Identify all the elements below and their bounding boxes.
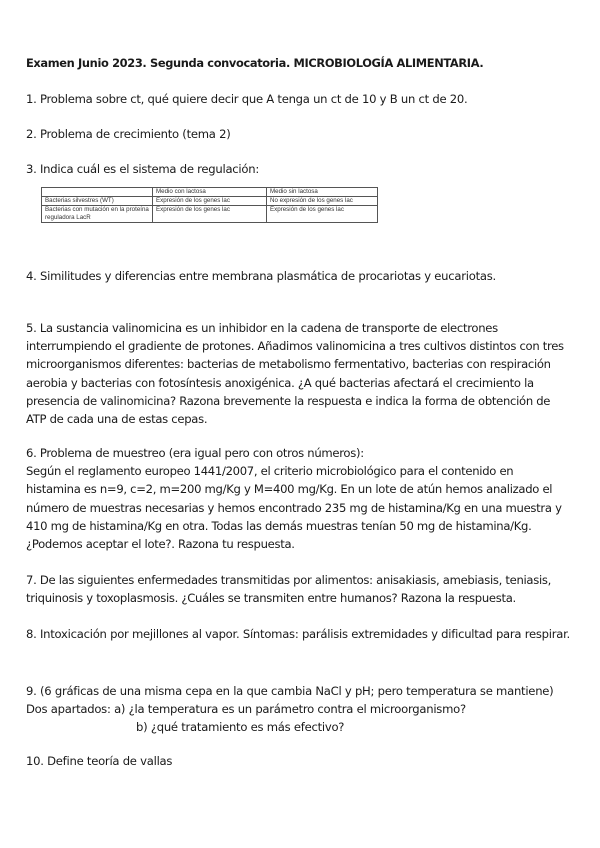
question-4: 4. Similitudes y diferencias entre membrana plasmática de procariotas y eucariotas. — [26, 269, 496, 283]
table-header-cell: Medio con lactosa — [153, 188, 267, 197]
table-row — [42, 197, 378, 206]
question-6-title: 6. Problema de muestreo (era igual pero con otros números): — [26, 446, 364, 460]
table-header-row — [42, 188, 378, 197]
question-9-part-b: b) ¿qué tratamiento es más efectivo? — [136, 720, 345, 734]
question-9-title: 9. (6 gráficas de una misma cepa en la que cambia NaCl y pH; pero temperatura se mantiene) — [26, 684, 554, 698]
page-title: Examen Junio 2023. Segunda convocatoria. MICROBIOLOGÍA ALIMENTARIA. — [26, 56, 484, 70]
question-9-part-a: Dos apartados: a) ¿la temperatura es un parámetro contra el microorganismo? — [26, 702, 466, 716]
table-cell: Expresión de los genes lac — [153, 197, 267, 206]
question-5 — [26, 319, 571, 428]
regulation-table — [41, 187, 378, 223]
table-cell: Bacterias con mutación en la proteína reguladora LacR — [42, 206, 153, 223]
table-cell: No expresión de los genes lac — [267, 197, 378, 206]
question-6-body: Según el reglamento europeo 1441/2007, el criterio microbiológico para el contenido en histamina es n=9, c=2, m=200 mg/Kg y M=400 mg/Kg. En un lote de atún hemos analizado el número de muestras necesarias y hemos encontrado 235 mg de histamina/Kg en una muestra y 410 mg de histamina/Kg en otra. Todas las demás muestras tenían 50 mg de histamina/Kg. ¿Podemos aceptar el lote?. Razona tu respuesta. — [26, 464, 562, 552]
table-row — [42, 206, 378, 223]
question-10: 10. Define teoría de vallas — [26, 754, 173, 768]
question-7 — [26, 571, 571, 607]
question-3: 3. Indica cuál es el sistema de regulación: — [26, 162, 260, 176]
table-cell: Expresión de los genes lac — [153, 206, 267, 223]
table-header-cell: Medio sin lactosa — [267, 188, 378, 197]
question-8: 8. Intoxicación por mejillones al vapor. Síntomas: parálisis extremidades y dificultad para respirar. — [26, 627, 570, 641]
table-cell: Bacterias silvestres (WT) — [42, 197, 153, 206]
question-5-text: 5. La sustancia valinomicina es un inhibidor en la cadena de transporte de electrones interrumpiendo el gradiente de protones. Añadimos valinomicina a tres cultivos distintos con tres microorganismos diferentes: bacterias de metabolismo fermentativo, bacterias con respiración aerobia y bacterias con fotosíntesis anoxigénica. ¿A qué bacterias afectará el crecimiento la presencia de valinomicina? Razona brevemente la respuesta e indica la forma de obtención de ATP de cada una de estas cepas. — [26, 321, 564, 427]
question-1: 1. Problema sobre ct, qué quiere decir que A tenga un ct de 10 y B un ct de 20. — [26, 92, 468, 106]
table-cell: Expresión de los genes lac — [267, 206, 378, 223]
question-2: 2. Problema de crecimiento (tema 2) — [26, 127, 231, 141]
question-6 — [26, 444, 571, 553]
question-7-text: 7. De las siguientes enfermedades transmitidas por alimentos: anisakiasis, amebiasis, teniasis, triquinosis y toxoplasmosis. ¿Cuáles se transmiten entre humanos? Razona la respuesta. — [26, 573, 552, 606]
table-header-cell — [42, 188, 153, 197]
